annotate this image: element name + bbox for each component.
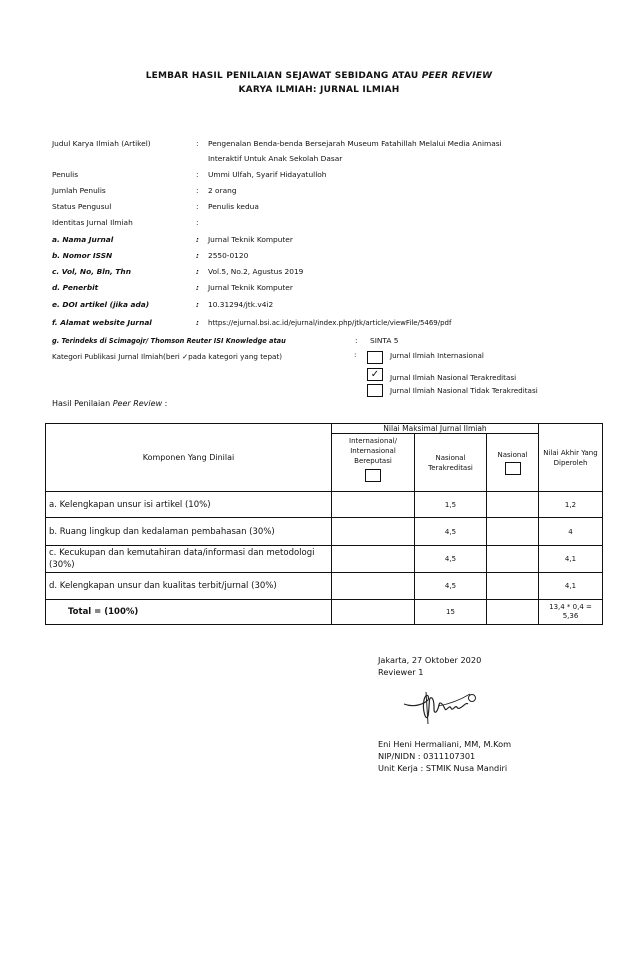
reviewer-name: Eni Heni Hermaliani, MM, M.Kom — [378, 739, 512, 749]
check-icon: ✓ — [370, 369, 380, 380]
komponen-cell: c. Kecukupan dan kemutahiran data/informasi dan metodologi (30%) — [46, 546, 332, 573]
total-row — [46, 600, 603, 625]
category-option-nasional-tidak: Jurnal Ilmiah Nasional Tidak Terakreditasi — [390, 386, 538, 395]
field-value: 2 orang — [208, 186, 237, 195]
document-title-line2: KARYA ILMIAH: JURNAL ILMIAH — [238, 85, 400, 95]
table-row — [46, 492, 603, 518]
max-cell: 4,5 — [415, 518, 487, 546]
nasional-cell — [487, 518, 539, 546]
field-label: c. Vol, No, Bln, Thn — [52, 267, 131, 276]
header-nasional — [487, 434, 539, 492]
nasional-cell — [487, 573, 539, 600]
field-value: 2550-0120 — [208, 251, 249, 260]
total-max-cell: 15 — [415, 600, 487, 625]
hasil-text: Hasil Penilaian — [52, 399, 113, 408]
nasional-cell — [487, 600, 539, 625]
field-value-cont: Interaktif Untuk Anak Sekolah Dasar — [208, 154, 343, 163]
internasional-cell — [332, 600, 415, 625]
nasional-cell — [487, 492, 539, 518]
internasional-cell — [332, 518, 415, 546]
category-label: Kategori Publikasi Jurnal Ilmiah(beri ✓pada kategori yang tepat) — [52, 352, 283, 361]
komponen-cell: b. Ruang lingkup dan kedalaman pembahasan (30%) — [46, 518, 332, 546]
field-label: Jumlah Penulis — [52, 186, 106, 195]
nasional-cell — [487, 546, 539, 573]
review-sheet-page: LEMBAR HASIL PENILAIAN SEJAWAT SEBIDANG ATAU PEER REVIEW KARYA ILMIAH: JURNAL ILMIAH Judul Karya Ilmiah (Artikel) : Pengenalan Benda-benda Bersejarah Museum Fatahillah Melalui Media Animasi Interaktif Untuk Anak Sekolah Dasar Penulis : Ummi Ulfah, Syarif Hidayatulloh Jumlah Penulis : 2 orang Status Pengusul : Penulis kedua Identitas Jurnal Ilmiah : a. Nama Jurnal : Jurnal Teknik Komputer b. Nomor ISSN : 2550-0120 c. Vol, No, Bln, Thn : Vol.5, No.2, Agustus 2019 d. Penerbit : Jurnal Teknik Komputer e. DOI artikel (jika ada) : 10.31294/jtk.v4i2 f. Alamat website Jurnal : https://ejurnal.bsi.ac.id/ejurnal/index.php/jtk/article/viewFile/5469/pdf g. Terindeks di Scimagojr/ Thomson Reuter ISI Knowledge atau : SINTA 5 Kategori Publikasi Jurnal Ilmiah(beri ✓pada kategori yang tepat) : Jurnal Ilmiah Internasional ✓ Jurnal Ilmiah Nasional Terakreditasi Jurnal Ilmiah Nasional Tidak Terakreditasi Hasil Penilaian Peer Review : Komponen Yang Dinilai Nilai Maksimal Jurnal Ilmiah Nilai Akhir Yang Diperoleh Internasional/ Internasional Bereputasi Nasional Terakreditasi Nasional a. Kelengkapan unsur isi artikel (10%) 1,5 1,2 b. Ruang lingkup dan kedalaman pembahasan (30%) 4,5 4 c. Kecukupan dan kemutahiran data/informasi dan metodologi (30%) 4,5 4,1 d. Kelengkapan unsur dan kualitas terbit/jurnal (30%) 4,5 4,1 Total = (100%) 15 13,4 * 0,4 = 5,36 Jakarta, 27 Oktober 2020 Reviewer 1 Eni Heni Hermaliani, MM, M.Kom NIP/NIDN : 0311107301 Unit Kerja : STMIK Nusa Mandiri — [0, 0, 638, 975]
table-row — [46, 546, 603, 573]
header-internasional-text: Internasional/ Internasional Bereputasi — [349, 437, 397, 465]
akhir-cell: 4 — [539, 518, 603, 546]
field-label: Penulis — [52, 170, 79, 179]
field-label: Judul Karya Ilmiah (Artikel) — [52, 139, 151, 148]
reviewer-label: Reviewer 1 — [378, 667, 424, 677]
place-date: Jakarta, 27 Oktober 2020 — [378, 655, 482, 665]
field-label: b. Nomor ISSN — [52, 251, 113, 260]
category-nasional-terakreditasi-checkbox[interactable] — [367, 368, 383, 381]
total-label: Total = (100%) — [46, 600, 332, 625]
field-value: Pengenalan Benda-benda Bersejarah Museum Fatahillah Melalui Media Animasi — [208, 139, 502, 148]
header-komponen: Komponen Yang Dinilai — [46, 424, 332, 492]
field-label: d. Penerbit — [52, 283, 99, 292]
header-nilai-maksimal: Nilai Maksimal Jurnal Ilmiah — [332, 424, 539, 434]
max-cell: 4,5 — [415, 573, 487, 600]
field-label: Status Pengusul — [52, 202, 112, 211]
internasional-cell — [332, 492, 415, 518]
max-cell: 4,5 — [415, 546, 487, 573]
category-option-nasional-terakreditasi: Jurnal Ilmiah Nasional Terakreditasi — [390, 373, 517, 382]
akhir-cell: 1,2 — [539, 492, 603, 518]
field-value: 10.31294/jtk.v4i2 — [208, 300, 274, 309]
field-label: g. Terindeks di Scimagojr/ Thomson Reuter ISI Knowledge atau — [52, 337, 286, 345]
title-italic-text: PEER REVIEW — [421, 71, 493, 81]
document-title-line1 — [0, 71, 638, 81]
handwritten-signature — [398, 686, 482, 728]
hasil-penilaian-label — [52, 399, 167, 408]
akhir-cell: 4,1 — [539, 573, 603, 600]
komponen-cell: d. Kelengkapan unsur dan kualitas terbit/jurnal (30%) — [46, 573, 332, 600]
field-value: Jurnal Teknik Komputer — [208, 235, 293, 244]
field-value: Jurnal Teknik Komputer — [208, 283, 293, 292]
field-value: Penulis kedua — [208, 202, 259, 211]
category-nasional-tidak-checkbox[interactable] — [367, 384, 383, 397]
field-label: e. DOI artikel (jika ada) — [52, 300, 150, 309]
hasil-italic-text: Peer Review — [112, 399, 163, 408]
category-option-international: Jurnal Ilmiah Internasional — [390, 351, 484, 360]
category-international-checkbox[interactable] — [367, 351, 383, 364]
komponen-cell: a. Kelengkapan unsur isi artikel (10%) — [46, 492, 332, 518]
title-text: LEMBAR HASIL PENILAIAN SEJAWAT SEBIDANG ATAU — [145, 71, 422, 81]
field-value: SINTA 5 — [370, 336, 399, 345]
reviewer-nip: NIP/NIDN : 0311107301 — [378, 751, 476, 761]
field-label: Identitas Jurnal Ilmiah — [52, 218, 133, 227]
field-value: Vol.5, No.2, Agustus 2019 — [208, 267, 304, 276]
score-table — [45, 423, 603, 625]
internasional-cell — [332, 546, 415, 573]
internasional-checkbox[interactable] — [365, 469, 381, 482]
field-value: https://ejurnal.bsi.ac.id/ejurnal/index.php/jtk/article/viewFile/5469/pdf — [208, 319, 452, 327]
akhir-cell: 4,1 — [539, 546, 603, 573]
reviewer-unit: Unit Kerja : STMIK Nusa Mandiri — [378, 763, 508, 773]
max-cell: 1,5 — [415, 492, 487, 518]
field-label: f. Alamat website Jurnal — [52, 318, 152, 327]
hasil-colon: : — [162, 399, 168, 408]
header-internasional — [332, 434, 415, 492]
table-row — [46, 573, 603, 600]
field-value: Ummi Ulfah, Syarif Hidayatulloh — [208, 170, 327, 179]
field-label: a. Nama Jurnal — [52, 235, 114, 244]
nasional-checkbox[interactable] — [505, 462, 521, 475]
header-nasional-text: Nasional — [497, 450, 528, 459]
table-row — [46, 518, 603, 546]
header-nilai-akhir: Nilai Akhir Yang Diperoleh — [539, 424, 603, 492]
total-akhir-cell: 13,4 * 0,4 = 5,36 — [539, 600, 603, 625]
internasional-cell — [332, 573, 415, 600]
header-nas-terakreditasi: Nasional Terakreditasi — [415, 434, 487, 492]
